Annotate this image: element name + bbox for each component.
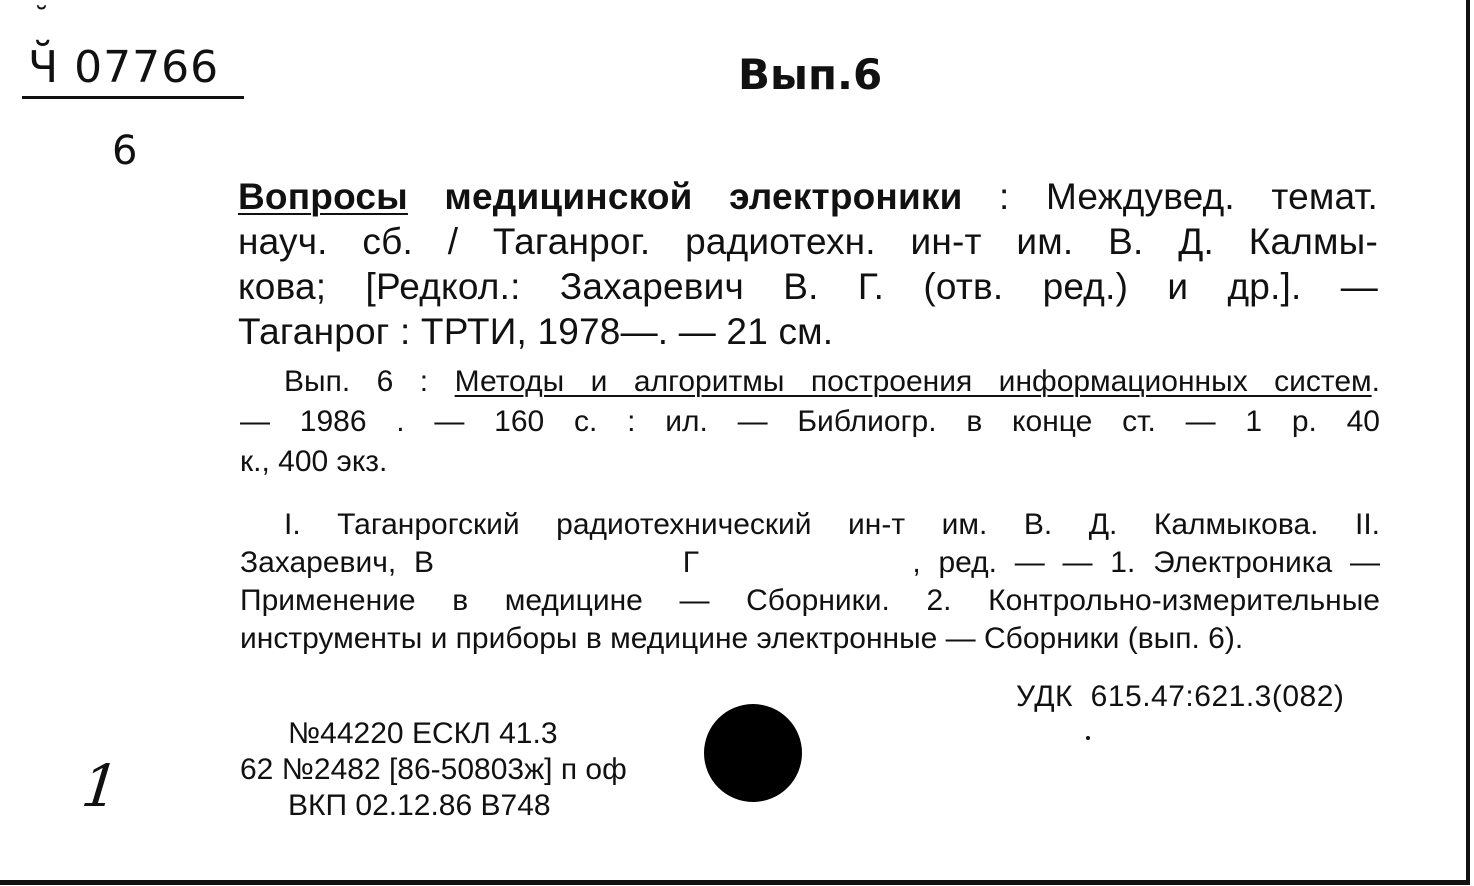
volume-prefix: Вып. 6 : — [284, 365, 455, 398]
title-first-word: Вопросы — [238, 176, 408, 217]
volume-line — [240, 362, 1380, 402]
udc-code: УДК 615.47:621.3(082) — [1016, 680, 1345, 713]
handwritten-mark: 1 — [78, 752, 123, 820]
title-line1-tail: : Междувед. темат. — [962, 176, 1378, 217]
issue-heading: Вып.6 — [738, 50, 883, 99]
main-entry-line: науч. сб. / Таганрог. радиотехн. ин-т им. В. Д. Калмы- — [238, 221, 1378, 262]
call-number — [28, 42, 219, 93]
volume-subtitle: Методы и алгоритмы построения информационных систем — [454, 365, 1372, 398]
main-entry-line: Таганрог : ТРТИ, 1978—. — 21 см. — [238, 311, 834, 352]
tracing-line: инструменты и приборы в медицине электронные — Сборники (вып. 6). — [240, 622, 1244, 655]
volume-entry — [240, 362, 1380, 482]
copy-count: 6 — [112, 128, 138, 174]
main-entry-line: кова; [Редкол.: Захаревич В. Г. (отв. ред.) и др.]. — — [238, 266, 1378, 307]
stray-dot — [1086, 736, 1090, 740]
inventory-line: 62 №2482 [86-50803ж] п оф — [240, 753, 627, 786]
volume-line: к., 400 экз. — [240, 445, 388, 478]
punch-hole — [704, 704, 802, 802]
tracing-line: Применение в медицине — Сборники. 2. Контрольно-измерительные — [240, 584, 1380, 617]
volume-line1-end: . — [1371, 365, 1380, 398]
volume-line: — 1986 . — 160 с. : ил. — Библиогр. в конце ст. — 1 р. 40 — [240, 405, 1380, 438]
inventory-line: ВКП 02.12.86 В748 — [288, 789, 551, 822]
call-mark: Ч̆ — [28, 42, 60, 93]
main-entry — [238, 174, 1378, 354]
tracing-line: I. Таганрогский радиотехнический ин-т им. В. Д. Калмыкова. II. — [284, 508, 1380, 541]
main-entry-line — [238, 174, 1378, 219]
breve-mark: ˘ — [34, 2, 49, 37]
title-rest: медицинской электроники — [407, 176, 963, 217]
tracings — [240, 506, 1380, 658]
call-number-value: 07766 — [74, 42, 220, 93]
call-number-underline — [22, 96, 244, 99]
inventory-block — [240, 716, 627, 824]
tracing-line: Захаревич, В Г , ред. — — 1. Электроника — — [240, 546, 1380, 579]
inventory-line: №44220 ЕСКЛ 41.3 — [288, 717, 558, 750]
